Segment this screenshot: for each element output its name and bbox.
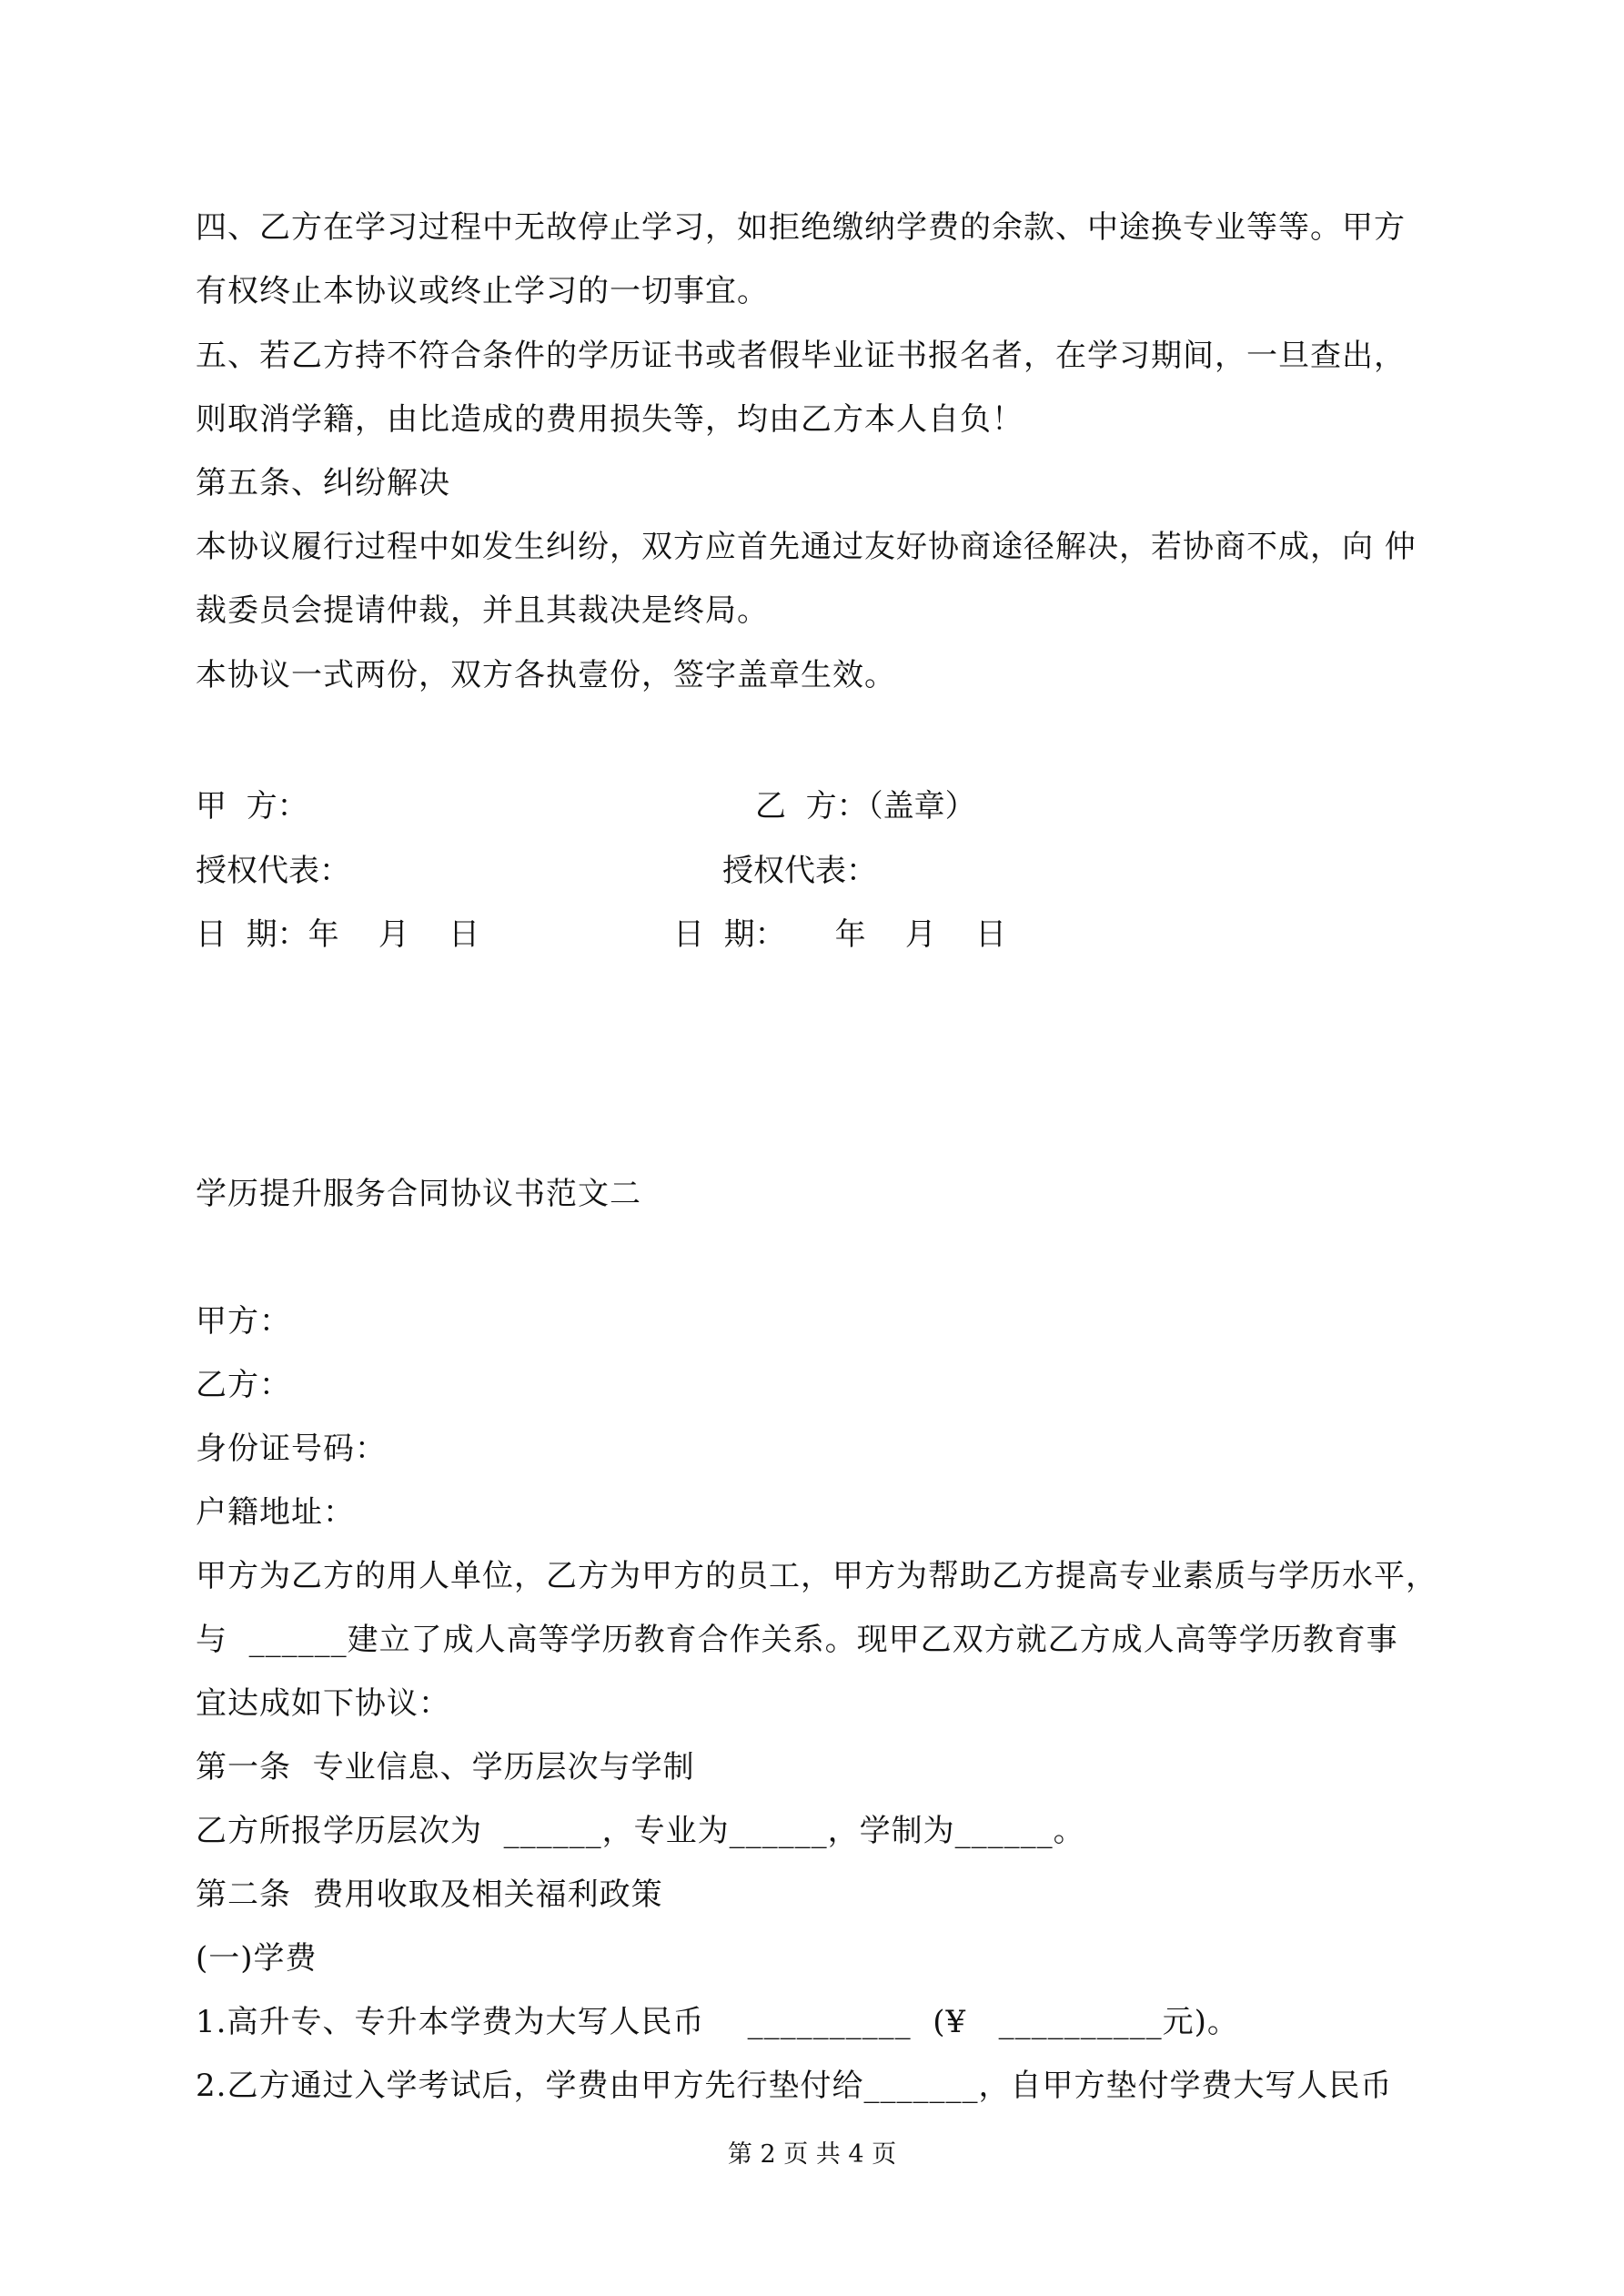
page-number-footer: 第 2 页 共 4 页 bbox=[727, 2140, 897, 2169]
id-number-field: 身份证号码： bbox=[196, 1431, 387, 1467]
dispute-line-2: 裁委员会提请仲裁，并且其裁决是终局。 bbox=[196, 592, 769, 629]
preamble-line-2: 与 ______建立了成人高等学历教育合作关系。现甲乙双方就乙方成人高等学历教育事 bbox=[196, 1622, 1398, 1658]
party-a-date-label: 日 期：年 月 日 bbox=[196, 916, 480, 953]
party-a-label: 甲 方： bbox=[196, 788, 308, 824]
party-b-rep-label: 授权代表： bbox=[722, 853, 877, 889]
party-a-rep-label: 授权代表： bbox=[196, 853, 350, 889]
dispute-line-1: 本协议履行过程中如发生纠纷，双方应首先通过友好协商途径解决，若协商不成，向 仲 bbox=[196, 529, 1417, 565]
party-a-field: 甲方： bbox=[196, 1303, 291, 1340]
article-two-heading: 第二条 费用收取及相关福利政策 bbox=[196, 1876, 663, 1913]
tuition-item-1: 1.高升专、专升本学费为大写人民币 __________ (¥ __________元)。 bbox=[196, 2004, 1239, 2040]
copies-line: 本协议一式两份，双方各执壹份，签字盖章生效。 bbox=[196, 657, 896, 693]
tuition-item-2: 2.乙方通过入学考试后，学费由甲方先行垫付给_______，自甲方垫付学费大写人民币 bbox=[196, 2068, 1393, 2104]
article-one-body: 乙方所报学历层次为 ______，专业为______，学制为______。 bbox=[196, 1813, 1085, 1849]
tuition-subheading: (一)学费 bbox=[196, 1940, 318, 1977]
clause-five-line-1: 五、若乙方持不符合条件的学历证书或者假毕业证书报名者，在学习期间，一旦查出， bbox=[196, 338, 1406, 374]
article-one-heading: 第一条 专业信息、学历层次与学制 bbox=[196, 1749, 695, 1785]
article-five-heading: 第五条、纠纷解决 bbox=[196, 465, 450, 501]
party-b-label: 乙 方：（盖章） bbox=[755, 788, 976, 824]
clause-four-line-1: 四、乙方在学习过程中无故停止学习，如拒绝缴纳学费的余款、中途换专业等等。甲方 bbox=[196, 209, 1406, 246]
household-address-field: 户籍地址： bbox=[196, 1494, 355, 1531]
preamble-line-3: 宜达成如下协议： bbox=[196, 1685, 450, 1722]
clause-five-line-2: 则取消学籍，由比造成的费用损失等，均由乙方本人自负！ bbox=[196, 401, 1024, 438]
clause-four-line-2: 有权终止本协议或终止学习的一切事宜。 bbox=[196, 273, 769, 309]
second-contract-title: 学历提升服务合同协议书范文二 bbox=[196, 1176, 641, 1212]
preamble-line-1: 甲方为乙方的用人单位，乙方为甲方的员工，甲方为帮助乙方提高专业素质与学历水平， bbox=[196, 1558, 1437, 1594]
party-b-field: 乙方： bbox=[196, 1367, 291, 1403]
party-b-date-label: 日 期： 年 月 日 bbox=[673, 916, 1007, 953]
